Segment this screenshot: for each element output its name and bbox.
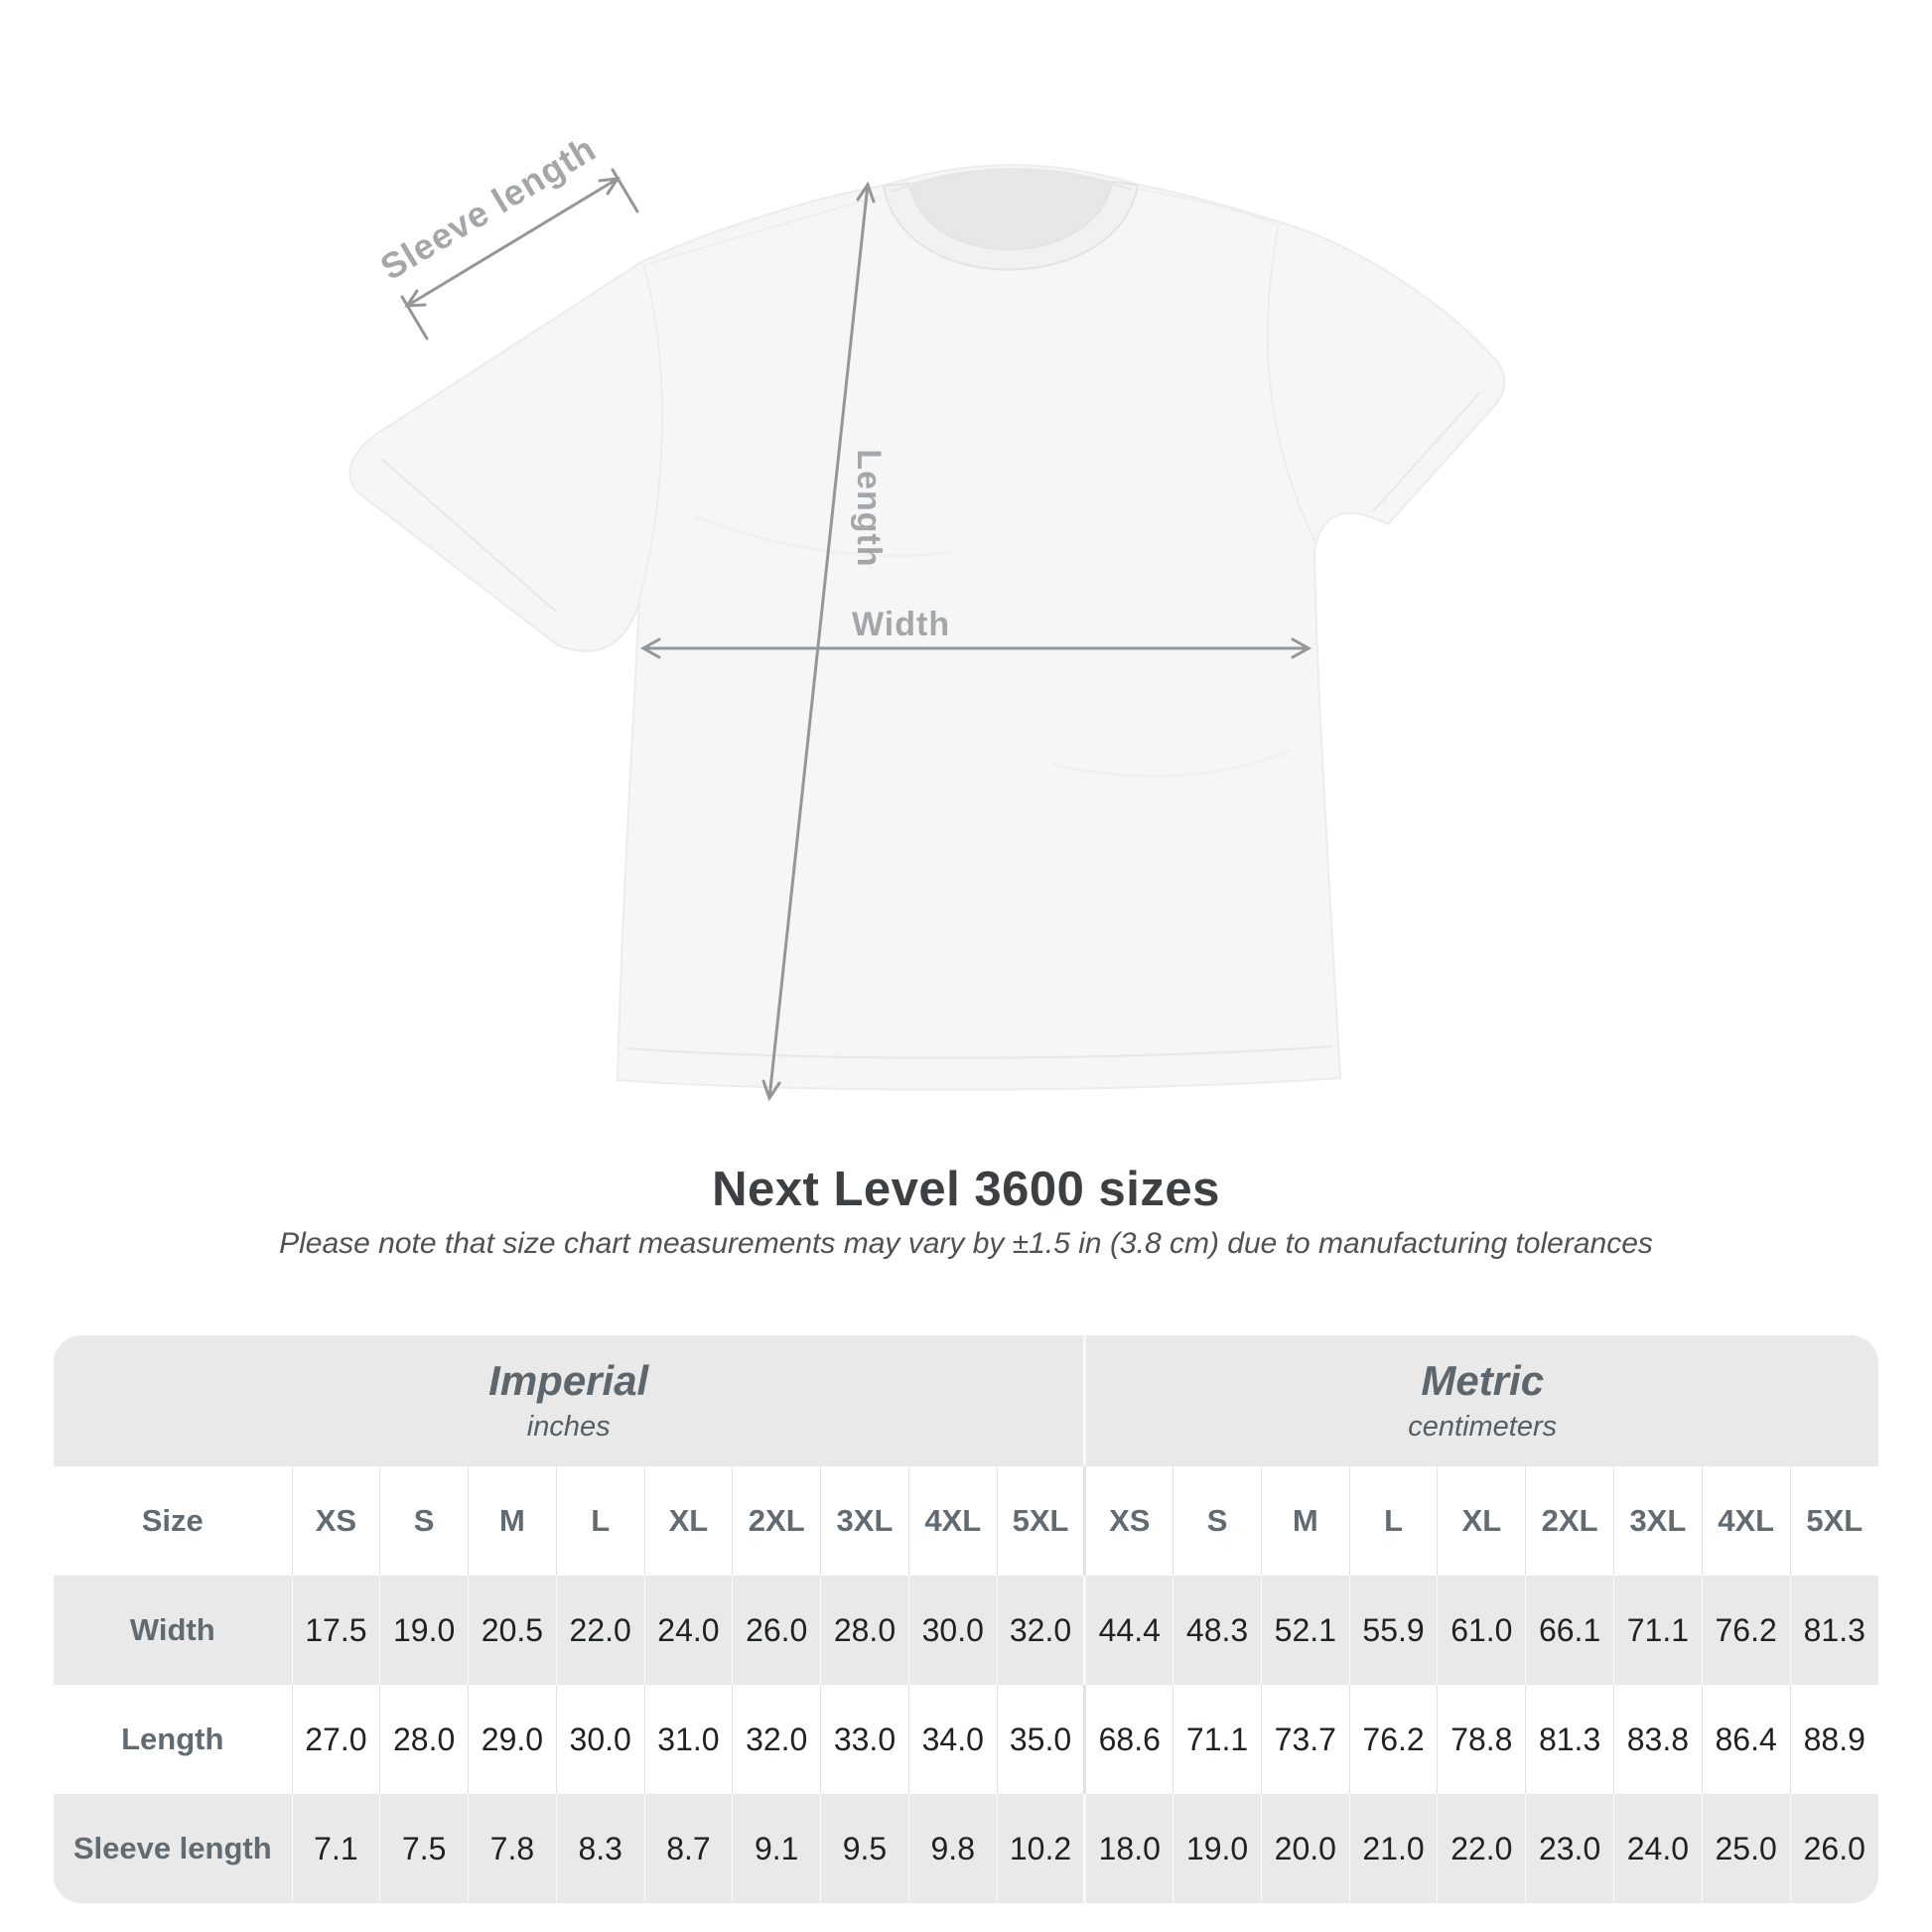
size-column-header: 3XL — [1613, 1466, 1702, 1576]
size-column-header: 2XL — [1526, 1466, 1614, 1576]
measurement-value: 20.5 — [469, 1576, 557, 1685]
measurement-value: 22.0 — [1438, 1794, 1526, 1903]
measurement-value: 81.3 — [1526, 1685, 1614, 1794]
page-subtitle: Please note that size chart measurements may vary by ±1.5 in (3.8 cm) due to manufacturing tolerances — [279, 1227, 1653, 1260]
measurement-value: 9.1 — [733, 1794, 821, 1903]
size-header-row — [54, 1466, 1878, 1576]
measurement-value: 32.0 — [997, 1576, 1085, 1685]
measurement-value: 34.0 — [908, 1685, 997, 1794]
measurement-value: 24.0 — [1613, 1794, 1702, 1903]
metric-label: Metric — [1421, 1357, 1545, 1405]
size-column-header: 5XL — [997, 1466, 1085, 1576]
measurement-value: 32.0 — [733, 1685, 821, 1794]
measurement-value: 71.1 — [1613, 1576, 1702, 1685]
size-column-header: XL — [644, 1466, 733, 1576]
size-column-header: M — [469, 1466, 557, 1576]
measurement-value: 61.0 — [1438, 1576, 1526, 1685]
measurement-value: 27.0 — [292, 1685, 380, 1794]
row-label: Width — [129, 1612, 215, 1647]
size-column-header: 4XL — [1702, 1466, 1790, 1576]
measurement-value: 10.2 — [997, 1794, 1085, 1903]
size-column-header: M — [1261, 1466, 1349, 1576]
unit-group-imperial — [54, 1335, 1085, 1466]
measurement-value: 28.0 — [821, 1576, 909, 1685]
width-label: Width — [852, 606, 951, 643]
measurement-value: 28.0 — [380, 1685, 469, 1794]
page-title: Next Level 3600 sizes — [712, 1163, 1220, 1216]
measurement-value: 8.7 — [644, 1794, 733, 1903]
size-column-header: XL — [1438, 1466, 1526, 1576]
measurement-value: 26.0 — [1790, 1794, 1878, 1903]
measurement-value: 31.0 — [644, 1685, 733, 1794]
measurement-value: 30.0 — [908, 1576, 997, 1685]
measurement-value: 19.0 — [380, 1576, 469, 1685]
measurement-value: 33.0 — [821, 1685, 909, 1794]
measurement-value: 9.5 — [821, 1794, 909, 1903]
row-label: Sleeve length — [72, 1831, 272, 1865]
measurement-value: 21.0 — [1349, 1794, 1438, 1903]
size-column-header: 2XL — [733, 1466, 821, 1576]
measurement-value: 86.4 — [1702, 1685, 1790, 1794]
sleeve-length-label: Sleeve length — [372, 127, 604, 288]
measurement-value: 66.1 — [1526, 1576, 1614, 1685]
size-column-header: 4XL — [908, 1466, 997, 1576]
unit-header-row — [54, 1335, 1878, 1466]
measurement-value: 9.8 — [908, 1794, 997, 1903]
size-column-header: XS — [292, 1466, 380, 1576]
length-label: Length — [850, 449, 888, 568]
measurement-value: 7.8 — [469, 1794, 557, 1903]
size-column-header: S — [380, 1466, 469, 1576]
measurement-value: 20.0 — [1261, 1794, 1349, 1903]
measurement-value: 19.0 — [1173, 1794, 1262, 1903]
unit-group-metric — [1085, 1335, 1878, 1466]
measurement-value: 76.2 — [1702, 1576, 1790, 1685]
measurement-value: 23.0 — [1526, 1794, 1614, 1903]
table-row — [54, 1794, 1878, 1903]
size-column-header: L — [556, 1466, 644, 1576]
dimension-tick — [402, 297, 427, 339]
measurement-value: 48.3 — [1173, 1576, 1262, 1685]
size-column-header: XS — [1085, 1466, 1173, 1576]
measurement-value: 24.0 — [644, 1576, 733, 1685]
measurement-value: 17.5 — [292, 1576, 380, 1685]
size-column-header: L — [1349, 1466, 1438, 1576]
size-table-container — [54, 1335, 1878, 1903]
table-row — [54, 1576, 1878, 1685]
row-label: Length — [121, 1722, 224, 1756]
imperial-label: Imperial — [488, 1357, 649, 1405]
measurement-value: 55.9 — [1349, 1576, 1438, 1685]
measurement-value: 83.8 — [1613, 1685, 1702, 1794]
size-header-cell: Size — [141, 1503, 204, 1538]
size-column-header: 3XL — [821, 1466, 909, 1576]
table-row — [54, 1685, 1878, 1794]
measurement-value: 44.4 — [1085, 1576, 1173, 1685]
measurement-value: 7.5 — [380, 1794, 469, 1903]
size-column-header: S — [1173, 1466, 1262, 1576]
size-column-header: 5XL — [1790, 1466, 1878, 1576]
measurement-value: 68.6 — [1085, 1685, 1173, 1794]
measurement-value: 71.1 — [1173, 1685, 1262, 1794]
imperial-sublabel: inches — [526, 1410, 611, 1443]
measurement-value: 88.9 — [1790, 1685, 1878, 1794]
measurement-value: 26.0 — [733, 1576, 821, 1685]
measurement-value: 29.0 — [469, 1685, 557, 1794]
measurement-value: 81.3 — [1790, 1576, 1878, 1685]
measurement-value: 30.0 — [556, 1685, 644, 1794]
measurement-value: 73.7 — [1261, 1685, 1349, 1794]
measurement-value: 22.0 — [556, 1576, 644, 1685]
measurement-value: 76.2 — [1349, 1685, 1438, 1794]
metric-sublabel: centimeters — [1408, 1410, 1558, 1443]
measurement-value: 18.0 — [1085, 1794, 1173, 1903]
measurement-value: 52.1 — [1261, 1576, 1349, 1685]
measurement-value: 7.1 — [292, 1794, 380, 1903]
dimension-tick — [613, 170, 637, 211]
measurement-value: 35.0 — [997, 1685, 1085, 1794]
measurement-value: 78.8 — [1438, 1685, 1526, 1794]
measurement-value: 25.0 — [1702, 1794, 1790, 1903]
measurement-value: 8.3 — [556, 1794, 644, 1903]
size-table — [54, 1335, 1878, 1903]
